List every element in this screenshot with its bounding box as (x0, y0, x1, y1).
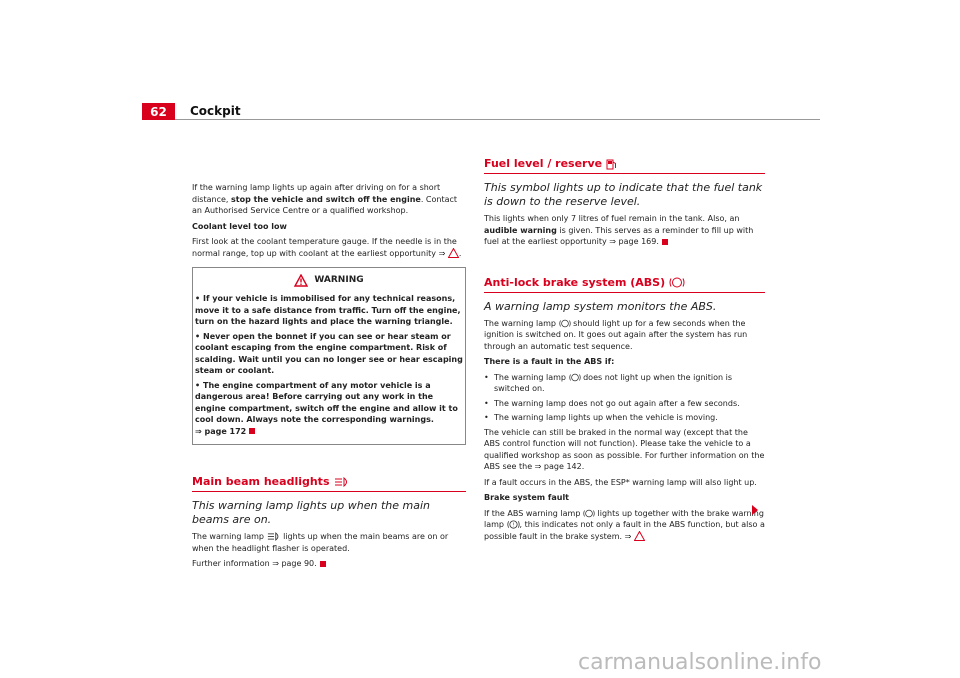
abs-esp-paragraph: If a fault occurs in the ABS, the ESP* warning lamp will also light up. (484, 477, 757, 487)
abs-icon (569, 373, 581, 382)
list-item: • The warning lamp lights up when the vehicle is moving. (484, 413, 718, 422)
fault-heading: There is a fault in the ABS if: (484, 357, 615, 366)
fuel-paragraph: This lights when only 7 litres of fuel remain in the tank. Also, an audible warning is given. This serves as a reminder to fill up with fuel at the earliest opportunity ⇒ page 169. (484, 214, 754, 246)
section-end-marker (320, 561, 326, 567)
section-end-marker (662, 239, 668, 245)
coolant-paragraph: First look at the coolant temperature gauge. If the needle is in the normal range, top up with coolant at the earliest opportunity ⇒ . (192, 237, 462, 258)
left-column (192, 182, 466, 574)
abs-icon (669, 277, 685, 288)
header-divider (175, 119, 820, 120)
abs-section-title: Anti-lock brake system (ABS) (484, 276, 765, 293)
intro-paragraph (192, 182, 466, 217)
abs-icon (559, 319, 571, 328)
abs-paragraph: The warning lamp should light up for a few seconds when the ignition is switched on. It goes out again after the system has run through an automatic test sequence. (484, 318, 748, 351)
warning-triangle-icon[interactable] (448, 248, 459, 258)
brake-warning-icon (507, 520, 520, 529)
coolant-text: First look at the coolant temperature gauge. If the needle is in the normal range, top up with coolant at the earliest opportunity ⇒ (192, 237, 457, 258)
intro-text-end: . Contact an Authorised Service Centre or a qualified workshop. (192, 194, 458, 215)
svg-text:!: ! (512, 522, 515, 529)
main-beam-icon (334, 477, 350, 487)
mainbeam-more: Further information ⇒ page 90. (192, 558, 466, 570)
warning-title: WARNING (314, 274, 364, 285)
abs-subtitle: A warning lamp system monitors the ABS. (484, 299, 717, 313)
mainbeam-section-title: Main beam headlights (192, 475, 466, 492)
abs-braked-paragraph: The vehicle can still be braked in the normal way (except that the ABS control function will not function). Please take the vehicle to a qualified workshop as soon as possible. For further information on the ABS see the ⇒ page 142. (484, 427, 765, 471)
intro-bold: stop the vehicle and switch off the engine (230, 194, 421, 204)
brake-paragraph: If the ABS warning lamp lights up together with the brake warning lamp ! , this indicates not only a fault in the ABS function, but also a possible fault in the brake system. ⇒ (484, 508, 765, 541)
list-item: • The warning lamp does not light up when the ignition is switched on. (484, 372, 732, 393)
brake-heading: Brake system fault (484, 493, 570, 502)
abs-icon (583, 509, 595, 518)
section-end-marker (249, 428, 255, 434)
intro-text: If the warning lamp lights up again after driving on for a short distance, (192, 183, 441, 204)
next-page-arrow[interactable] (752, 505, 758, 515)
fuel-subtitle: This symbol lights up to indicate that the fuel tank is down to the reserve level. (484, 181, 763, 208)
right-column (484, 157, 765, 546)
fuel-pump-icon (606, 158, 617, 170)
main-beam-icon (267, 532, 281, 541)
fuel-section-title: Fuel level / reserve (484, 157, 765, 174)
list-item: • The warning lamp does not go out again after a few seconds. (484, 398, 740, 408)
mainbeam-paragraph: The warning lamp lights up when the main beams are on or when the headlight flasher is operated. (192, 532, 449, 553)
warning-triangle-icon[interactable] (634, 531, 645, 541)
warning-item: • Never open the bonnet if you can see or hear steam or coolant escaping from the engine compartment. Risk of scalding. Wait until you can no longer see or hear escaping steam or coolant. (195, 331, 463, 375)
warning-page-link[interactable]: ⇒ page 172 (195, 426, 247, 436)
mainbeam-subtitle: This warning lamp lights up when the main beams are on. (192, 499, 430, 526)
page-number: 62 (142, 103, 175, 120)
watermark-text: carmanualsonline.info (578, 650, 822, 675)
warning-box (192, 267, 466, 445)
warning-header (193, 272, 465, 293)
page-header-title: Cockpit (190, 104, 241, 118)
warning-item: • The engine compartment of any motor vehicle is a dangerous area! Before carrying out any work in the engine compartment, switch off the engine and allow it to cool down. Always note the corresponding warnings. ⇒ page 172 (195, 380, 458, 436)
warning-triangle-icon (294, 274, 308, 287)
coolant-heading: Coolant level too low (192, 221, 287, 231)
warning-item: • If your vehicle is immobilised for any technical reasons, move it to a safe distance from traffic. Turn off the engine, turn on the hazard lights and place the warning triangle. (195, 294, 461, 326)
